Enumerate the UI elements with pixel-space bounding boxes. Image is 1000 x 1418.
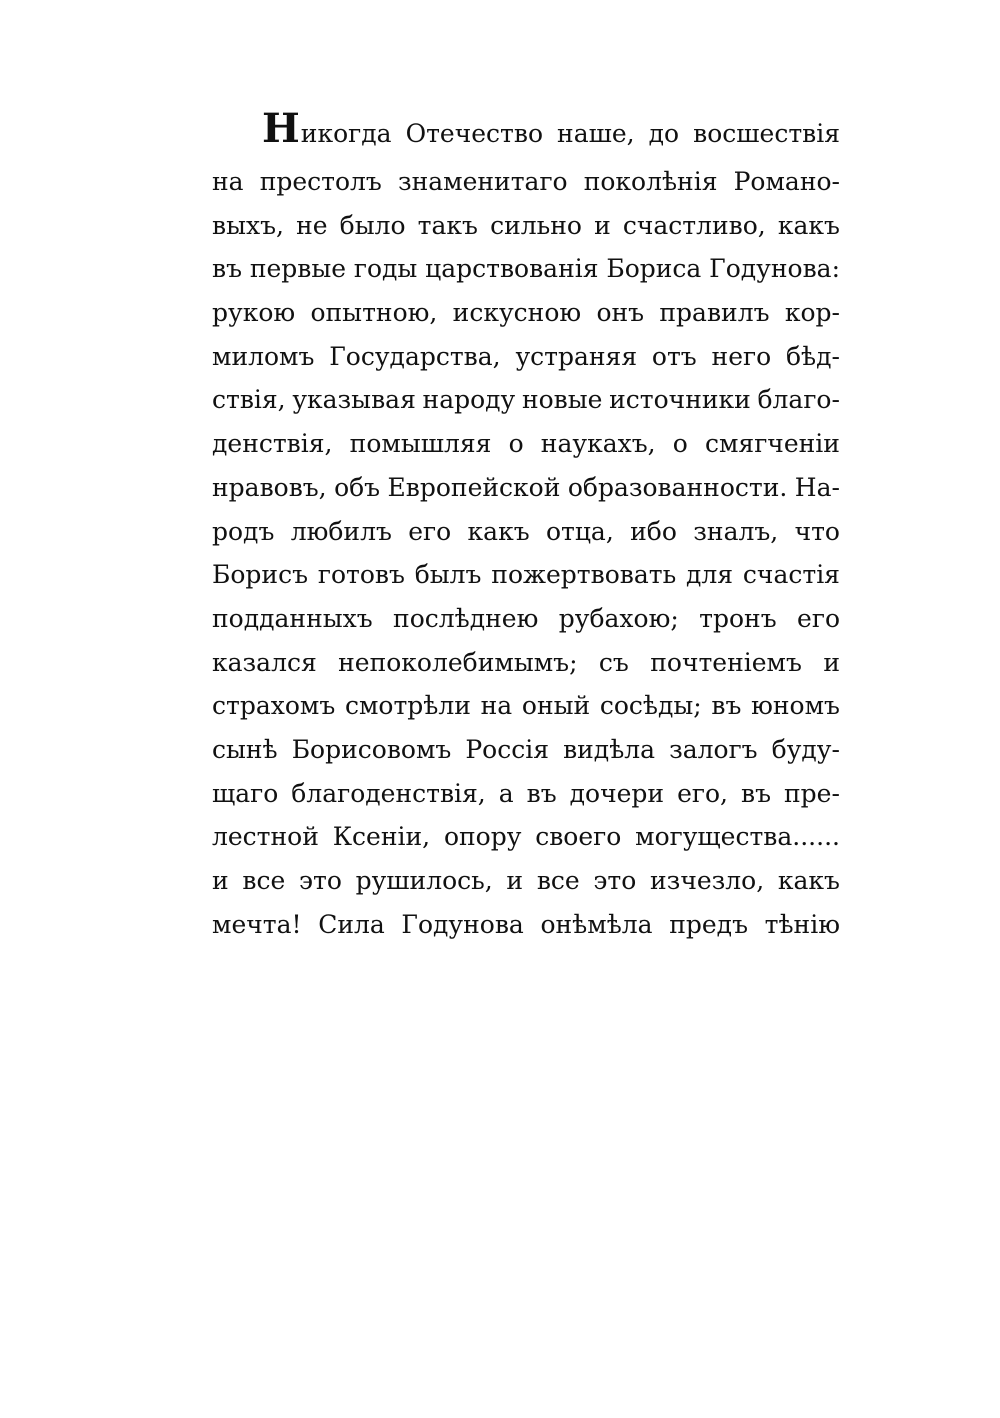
word: могущества...... [635, 822, 840, 852]
word: что [794, 516, 840, 546]
word: счастія [742, 560, 840, 590]
word: Борисовомъ [291, 734, 452, 764]
word: такъ [417, 210, 478, 240]
text-line-12 [212, 597, 840, 641]
word: оный [521, 691, 591, 721]
word: поколѣнія [583, 167, 718, 196]
word: счастливо, [622, 210, 766, 240]
text-line-8 [212, 422, 840, 466]
word: сосѣды; [599, 691, 702, 721]
word: смягченіи [704, 429, 840, 459]
word: до [648, 119, 680, 148]
word: о [672, 429, 688, 459]
word: престолъ [259, 167, 382, 196]
word: это [298, 866, 342, 895]
word: нравовъ, [212, 472, 327, 502]
word: знаменитаго [397, 167, 568, 196]
word: о [508, 429, 524, 459]
body-text [212, 105, 840, 946]
word: онъ [596, 298, 645, 328]
text-line-9 [212, 466, 840, 510]
word: бѣд- [785, 341, 840, 371]
opening-word: Никогда [262, 105, 392, 152]
word: благоденствія, [291, 778, 486, 808]
word: опору [443, 822, 522, 852]
word: искусною [452, 298, 582, 328]
word: его [797, 603, 840, 633]
word: его, [677, 778, 728, 808]
word: новые [521, 385, 603, 415]
word: какъ [777, 210, 840, 240]
word: его [408, 516, 452, 546]
word: правилъ [659, 298, 770, 328]
text-line-5 [212, 291, 840, 335]
word: рубахою; [558, 603, 679, 633]
text-line-15 [212, 728, 840, 772]
word: наукахъ, [540, 429, 656, 459]
word: а [498, 778, 514, 808]
word: Отечество [405, 119, 543, 148]
word: былъ [414, 560, 482, 590]
word: лестной [212, 822, 319, 852]
word: въ [711, 691, 742, 721]
text-line-3 [212, 204, 840, 248]
word: смотрѣли [344, 691, 471, 721]
word: годы [353, 254, 418, 284]
word: тѣнію [764, 909, 840, 939]
word: устраняя [515, 341, 638, 371]
word: восшествія [693, 119, 840, 148]
word: и [212, 866, 229, 895]
word: Бориса [606, 254, 702, 284]
word: На- [794, 472, 840, 502]
word: и [506, 866, 524, 895]
text-line-11 [212, 553, 840, 597]
word: сильно [490, 210, 582, 240]
word: родъ [212, 516, 275, 546]
text-line-16 [212, 772, 840, 816]
word: дочери [569, 778, 665, 808]
text-line-6 [212, 335, 840, 379]
word: въ [526, 778, 557, 808]
word: зналъ, [693, 516, 779, 546]
word: почтеніемъ [650, 647, 802, 677]
text-line-7 [212, 378, 840, 422]
text-line-18 [212, 859, 840, 903]
word: Годунова [401, 909, 524, 939]
word: казался [212, 647, 317, 677]
word: ибо [630, 516, 677, 546]
word: Сила [318, 909, 385, 939]
word: предъ [669, 909, 748, 939]
word: пре- [783, 778, 840, 808]
word: юномъ [751, 691, 840, 721]
word: источники [609, 385, 751, 415]
word: рукою [212, 298, 296, 328]
word: опытною, [310, 298, 438, 328]
word: съ [598, 647, 629, 677]
text-line-1 [212, 105, 840, 160]
word: миломъ [212, 341, 315, 371]
word: благо- [757, 385, 840, 415]
text-line-17 [212, 815, 840, 859]
word: все [242, 866, 286, 895]
word: народу [422, 385, 516, 415]
word: все [536, 866, 580, 895]
word: въ [741, 778, 771, 808]
text-line-4 [212, 247, 840, 291]
word: Европейской [387, 472, 561, 502]
word: кор- [784, 298, 840, 328]
word: подданныхъ [212, 603, 373, 633]
word: было [339, 210, 406, 240]
word: непоколебимымъ; [338, 647, 578, 677]
word: него [711, 341, 772, 371]
word: для [686, 560, 734, 590]
word: Борисъ [212, 560, 308, 590]
word: изчезло, [650, 866, 765, 895]
word: помышляя [349, 429, 492, 459]
word: объ [334, 472, 381, 502]
text-line-2 [212, 160, 840, 204]
word: царствованія [425, 254, 599, 284]
text-line-14 [212, 684, 840, 728]
word: денствія, [212, 429, 333, 459]
word: это [593, 866, 637, 895]
word: любилъ [290, 516, 392, 546]
word: какъ [777, 866, 840, 895]
word: и [594, 210, 611, 240]
word: Государства, [329, 341, 501, 371]
word: щаго [212, 778, 279, 808]
word: своего [535, 822, 622, 852]
word: Романо- [733, 167, 840, 196]
word: выхъ, [212, 210, 284, 240]
word: и [823, 647, 840, 677]
word: не [296, 210, 328, 240]
text-line-10 [212, 510, 840, 554]
word: отъ [651, 341, 697, 371]
word: какъ [467, 516, 530, 546]
word: отца, [545, 516, 614, 546]
word: первые [249, 254, 347, 284]
text-line-13 [212, 641, 840, 685]
word: мечта! [212, 909, 302, 939]
word: залогъ [669, 734, 758, 764]
word: сынѣ [212, 734, 278, 764]
word: буду- [771, 734, 840, 764]
word: видѣла [563, 734, 656, 764]
word: въ [212, 254, 242, 284]
word: образованности. [567, 472, 788, 502]
text-line-19 [212, 903, 840, 947]
word: Годунова: [709, 254, 840, 284]
word: ствія, [212, 385, 286, 415]
word: страхомъ [212, 691, 336, 721]
word: пожертвовать [491, 560, 677, 590]
word: рушилось, [355, 866, 493, 895]
word: готовъ [317, 560, 405, 590]
word: Ксеніи, [332, 822, 431, 852]
word: тронъ [699, 603, 777, 633]
drop-cap: Н [262, 105, 300, 152]
word: наше, [557, 119, 635, 148]
word: на [480, 691, 513, 721]
word: Россія [465, 734, 550, 764]
word: на [212, 167, 244, 196]
word: послѣднею [393, 603, 539, 633]
word: указывая [292, 385, 416, 415]
word: онѣмѣла [540, 909, 653, 939]
